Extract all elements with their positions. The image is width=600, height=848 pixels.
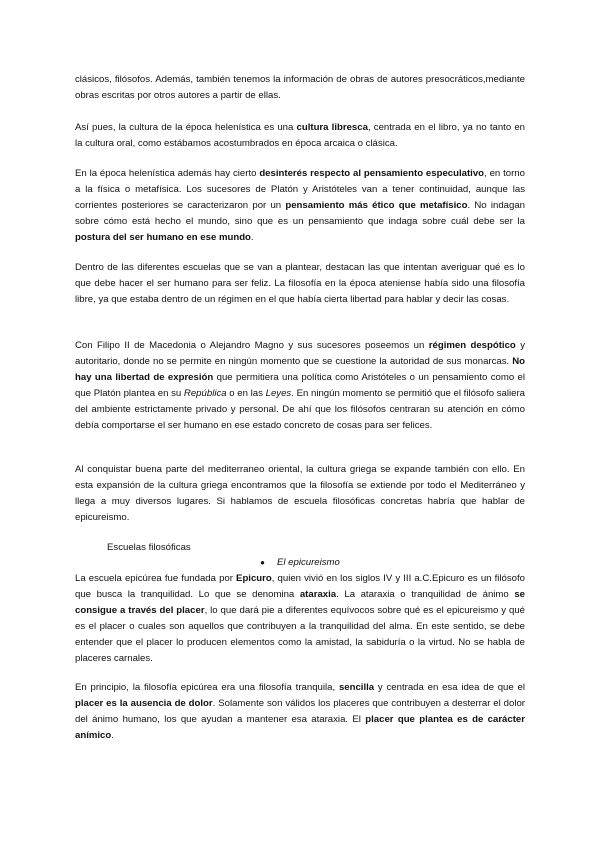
paragraph-8-bold: sencilla — [338, 682, 375, 693]
paragraph-3-bold: desinterés respecto al pensamiento especulativo — [259, 168, 485, 179]
paragraph-5-bold: régimen despótico — [428, 340, 516, 351]
paragraph-7 — [75, 571, 525, 667]
paragraph-5 — [75, 338, 525, 434]
paragraph-5-text: Con Filipo II de Macedonia o Alejandro Magno y sus sucesores poseemos un — [75, 340, 429, 351]
paragraph-5-text: . En ningún momento se permitió que el filósofo saliera del ambiente estrictamente privado y personal. De ahí que los filósofos centraran su atención en cómo debía comportarse el ser humano en ese estado concreto de cosas para ser felices. — [75, 388, 525, 431]
paragraph-7-text: , quien vivió en los siglos IV y III a.C.Epicuro es un filósofo que busca la tranquilidad. Lo que se denomina — [75, 573, 525, 600]
paragraph-5-text: y autoritario, donde no se permite en ningún momento que se cuestione la autoridad de sus monarcas. — [75, 340, 526, 367]
paragraph-2-text: Así pues, la cultura de la época helenística es una — [75, 122, 297, 133]
paragraph-7-text: , lo que dará pie a diferentes equívocos sobre qué es el epicureismo y qué es el placer o cuales son aquellos que contribuyen a la tranquilidad del alma. En este sentido, se debe entender que el placer lo producen elementos como la amistad, la sabiduría o la virtud. No se habla de placeres carnales. — [75, 605, 525, 664]
bullet-icon: ● — [260, 558, 265, 567]
paragraph-3-text: . No indagan sobre cómo está hecho el mundo, sino que es un pensamiento que indaga sobre cuál debe ser la — [75, 200, 526, 227]
paragraph-3-bold: postura del ser humano en ese mundo — [75, 232, 251, 243]
paragraph-8-text: En principio, la filosofía epicúrea era una filosofía tranquila, — [75, 682, 339, 693]
paragraph-1 — [75, 72, 525, 104]
paragraph-1-text: clásicos, filósofos. Además, también tenemos la información de obras de autores presocráticos,mediante obras escritas por otros autores a partir de ellas. — [75, 74, 525, 101]
paragraph-8-text: y centrada en esa idea de que el — [374, 682, 525, 693]
paragraph-8 — [75, 680, 525, 744]
paragraph-5-italic: Leyes — [265, 388, 292, 399]
paragraph-7-bold: ataraxia — [299, 589, 337, 600]
paragraph-3-text: En la época helenística además hay cierto — [75, 168, 260, 179]
paragraph-4-text: Dentro de las diferentes escuelas que se van a plantear, destacan las que intentan averiguar qué es lo que debe hacer el ser humano para ser feliz. La filosofía en la época ateniense había sido una filosofía libre, ya que estaba dentro de un régimen en el que había cierta libertad para hablar y decir las cosas. — [75, 262, 525, 305]
paragraph-6-text: Al conquistar buena parte del mediterraneo oriental, la cultura griega se expande también con ello. En esta expansión de la cultura griega encontramos que la filosofía se extiende por todo el Mediterráneo y llega a muy diversos lugares. Si hablamos de escuela filosóficas concretas habría que hablar de epicureismo. — [75, 464, 525, 523]
paragraph-6 — [75, 462, 525, 526]
paragraph-3-text: , en torno a la física o metafísica. Los sucesores de Platón y Aristóteles van a tener continuidad, aunque las corrientes posteriores se caracterizaron por un — [75, 168, 525, 211]
paragraph-7-bold: se consigue a través del placer — [75, 589, 525, 616]
paragraph-2 — [75, 120, 525, 152]
paragraph-8-text: . — [111, 730, 114, 741]
paragraph-2-bold: cultura libresca — [296, 122, 368, 133]
paragraph-3 — [75, 166, 525, 246]
bullet-heading — [0, 555, 600, 571]
paragraph-8-bold: placer que plantea es de carácter anímico — [75, 714, 525, 741]
paragraph-4 — [75, 260, 525, 308]
bullet-title: El epicureismo — [276, 557, 340, 568]
paragraph-7-bold: Epicuro — [236, 573, 272, 584]
paragraph-2-text: , centrada en el libro, ya no tanto en la cultura oral, como estábamos acostumbrados en época arcaica o clásica. — [75, 122, 525, 149]
paragraph-5-text: o en las — [226, 388, 266, 399]
paragraph-3-text: . — [250, 232, 254, 243]
paragraph-8-bold: placer es la ausencia de dolor — [75, 698, 213, 709]
paragraph-7-text: La escuela epicúrea fue fundada por — [75, 573, 237, 584]
paragraph-5-italic: República — [183, 388, 227, 399]
paragraph-5-bold: No hay una libertad de expresión — [75, 356, 525, 383]
paragraph-8-text: . Solamente son válidos los placeres que contribuyen a desterrar el dolor del ánimo humano, los que ayudan a mantener esa ataraxia. El — [75, 698, 525, 725]
section-heading: Escuelas filosóficas — [107, 542, 191, 553]
paragraph-3-bold: pensamiento más ético que metafísico — [285, 200, 468, 211]
paragraph-7-text: . La ataraxia o tranquilidad de ánimo — [336, 589, 515, 600]
paragraph-5-text: que permitiera una política como Aristóteles o un pensamiento como el que Platón plantea en su — [75, 372, 525, 399]
